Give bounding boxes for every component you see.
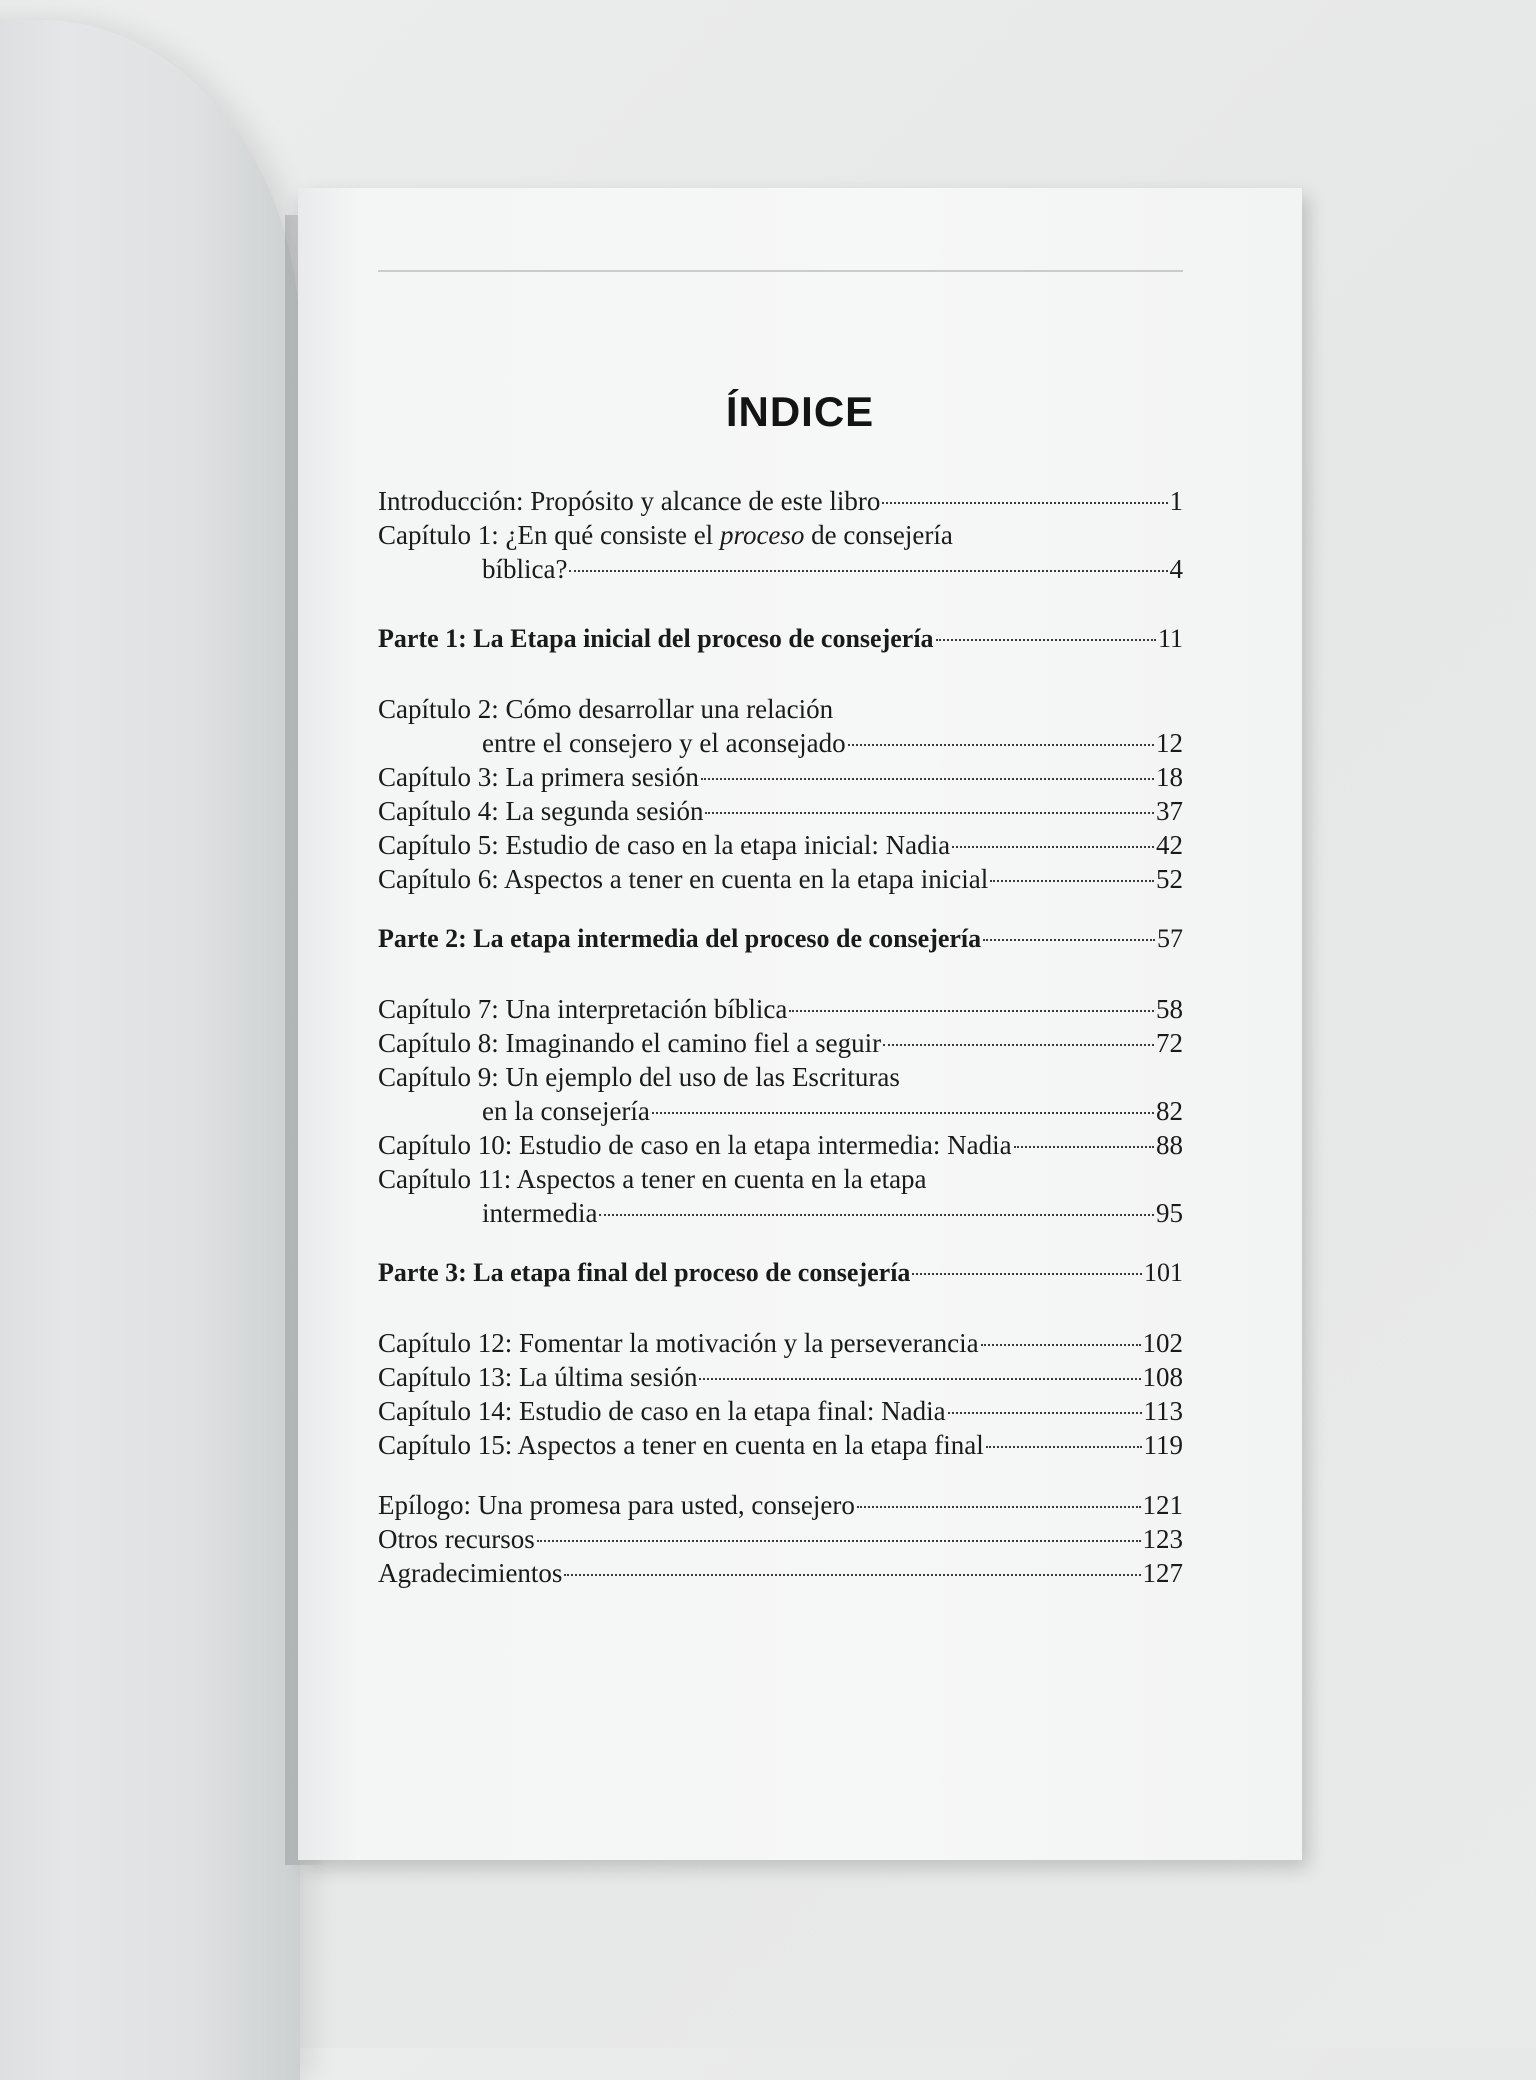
dot-leader	[986, 1446, 1142, 1448]
dot-leader	[981, 1344, 1141, 1346]
toc-label: de consejería	[804, 520, 953, 550]
dot-leader	[569, 570, 1167, 572]
toc-entry-epilogo	[378, 1488, 1183, 1522]
toc-label: Parte 2: La etapa intermedia del proceso de consejería	[378, 924, 982, 953]
toc-page-number: 127	[1142, 1558, 1183, 1588]
toc-page-number: 108	[1142, 1362, 1183, 1392]
toc-entry-parte3	[378, 1256, 1183, 1290]
left-page-curl	[0, 20, 300, 2080]
toc-label: Capítulo 14: Estudio de caso en la etapa final: Nadia	[378, 1396, 946, 1426]
toc-page-number: 1	[1169, 486, 1183, 516]
toc-entry-cap9-line1: Capítulo 9: Un ejemplo del uso de las Escrituras	[378, 1062, 900, 1092]
dot-leader	[882, 502, 1167, 504]
toc-page-number: 12	[1156, 728, 1183, 758]
toc-entry-intro	[378, 484, 1183, 518]
dot-leader	[857, 1506, 1141, 1508]
toc-label: Epílogo: Una promesa para usted, consejero	[378, 1490, 855, 1520]
toc-page-number: 58	[1156, 994, 1183, 1024]
toc-label: entre el consejero y el aconsejado	[482, 728, 846, 758]
toc-entry-cap11-line2	[378, 1196, 1183, 1230]
table-of-contents	[378, 484, 1183, 1590]
toc-entry-cap15	[378, 1428, 1183, 1462]
toc-label: en la consejería	[482, 1096, 650, 1126]
toc-page-number: 101	[1144, 1258, 1183, 1287]
toc-label: Otros recursos	[378, 1524, 535, 1554]
book-page	[298, 188, 1302, 1860]
toc-label: Capítulo 15: Aspectos a tener en cuenta en la etapa final	[378, 1430, 984, 1460]
toc-page-number: 123	[1142, 1524, 1183, 1554]
dot-leader	[699, 1378, 1140, 1380]
dot-leader	[948, 1412, 1142, 1414]
toc-label: Capítulo 1: ¿En qué consiste el	[378, 520, 720, 550]
toc-page-number: 57	[1157, 924, 1183, 953]
toc-page-number: 82	[1156, 1096, 1183, 1126]
toc-entry-otros-recursos	[378, 1522, 1183, 1556]
dot-leader	[564, 1574, 1140, 1576]
toc-entry-cap8	[378, 1026, 1183, 1060]
dot-leader	[1014, 1146, 1154, 1148]
toc-page-number: 102	[1142, 1328, 1183, 1358]
toc-entry-parte1	[378, 622, 1183, 656]
toc-label: bíblica?	[482, 554, 568, 584]
toc-entry-cap6	[378, 862, 1183, 896]
toc-page-number: 113	[1143, 1396, 1183, 1426]
toc-page-number: 42	[1156, 830, 1183, 860]
dot-leader	[599, 1214, 1154, 1216]
page-title: ÍNDICE	[725, 388, 875, 435]
toc-entry-cap2-line2	[378, 726, 1183, 760]
toc-entry-cap10	[378, 1128, 1183, 1162]
toc-entry-cap9-line2	[378, 1094, 1183, 1128]
toc-entry-cap3	[378, 760, 1183, 794]
toc-entry-cap1-line1	[378, 518, 1183, 552]
toc-label: Capítulo 3: La primera sesión	[378, 762, 699, 792]
toc-entry-cap13	[378, 1360, 1183, 1394]
toc-page-number: 52	[1156, 864, 1183, 894]
toc-page-number: 18	[1156, 762, 1183, 792]
toc-entry-cap2-line1: Capítulo 2: Cómo desarrollar una relación	[378, 694, 834, 724]
toc-page-number: 119	[1143, 1430, 1183, 1460]
toc-page-number: 37	[1156, 796, 1183, 826]
show-through-header	[378, 270, 1183, 304]
toc-page-number: 121	[1142, 1490, 1183, 1520]
toc-label: Capítulo 5: Estudio de caso en la etapa inicial: Nadia	[378, 830, 951, 860]
toc-entry-cap12	[378, 1326, 1183, 1360]
dot-leader	[652, 1112, 1154, 1114]
dot-leader	[936, 639, 1156, 641]
toc-label: Capítulo 10: Estudio de caso en la etapa intermedia: Nadia	[378, 1130, 1012, 1160]
dot-leader	[990, 880, 1154, 882]
toc-label: intermedia	[482, 1198, 598, 1228]
dot-leader	[705, 812, 1154, 814]
dot-leader	[983, 939, 1155, 941]
toc-label: Capítulo 13: La última sesión	[378, 1362, 698, 1392]
toc-page-number: 88	[1156, 1130, 1183, 1160]
toc-label: Capítulo 4: La segunda sesión	[378, 796, 704, 826]
toc-entry-cap5	[378, 828, 1183, 862]
toc-page-number: 95	[1156, 1198, 1183, 1228]
toc-label: Agradecimientos	[378, 1558, 563, 1588]
toc-page-number: 72	[1156, 1028, 1183, 1058]
toc-label: Capítulo 12: Fomentar la motivación y la perseverancia	[378, 1328, 979, 1358]
toc-entry-cap7	[378, 992, 1183, 1026]
toc-label: Capítulo 6: Aspectos a tener en cuenta en la etapa inicial	[378, 864, 989, 894]
toc-label: Capítulo 8: Imaginando el camino fiel a seguir	[378, 1028, 882, 1058]
dot-leader	[883, 1044, 1154, 1046]
toc-entry-agradecimientos	[378, 1556, 1183, 1590]
toc-entry-cap4	[378, 794, 1183, 828]
dot-leader	[848, 744, 1154, 746]
toc-label: Introducción: Propósito y alcance de este libro	[378, 486, 881, 516]
toc-entry-cap1-line2	[378, 552, 1183, 586]
toc-label: Parte 1: La Etapa inicial del proceso de consejería	[378, 624, 934, 653]
dot-leader	[537, 1540, 1141, 1542]
toc-page-number: 4	[1169, 554, 1183, 584]
dot-leader	[789, 1010, 1154, 1012]
dot-leader	[952, 846, 1154, 848]
toc-entry-cap11-line1: Capítulo 11: Aspectos a tener en cuenta en la etapa	[378, 1164, 927, 1194]
toc-label-italic: proceso	[719, 520, 805, 550]
dot-leader	[701, 778, 1154, 780]
toc-page-number: 11	[1157, 624, 1183, 653]
toc-label: Capítulo 7: Una interpretación bíblica	[378, 994, 788, 1024]
toc-entry-cap14	[378, 1394, 1183, 1428]
toc-label: Parte 3: La etapa final del proceso de consejería	[378, 1258, 911, 1287]
toc-entry-parte2	[378, 922, 1183, 956]
dot-leader	[912, 1273, 1142, 1275]
